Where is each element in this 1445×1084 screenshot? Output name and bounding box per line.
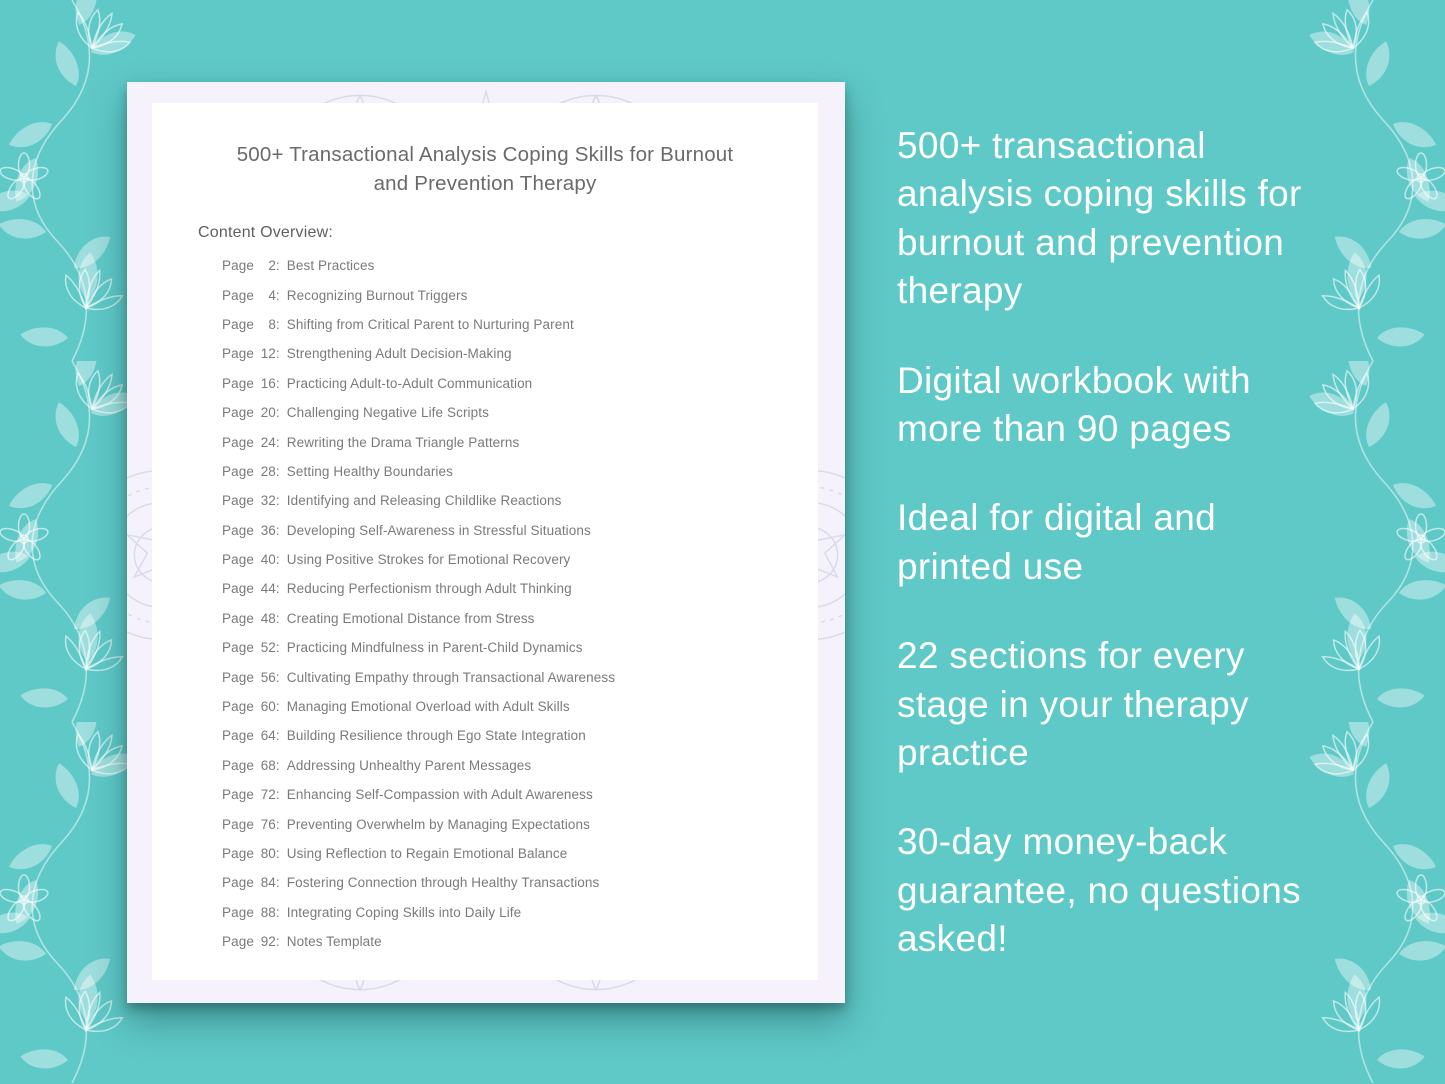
toc-item-title: Building Resilience through Ego State Integration <box>286 728 586 744</box>
toc-item-title: Creating Emotional Distance from Stress <box>286 610 535 626</box>
promo-text-block: Digital workbook with more than 90 pages <box>897 359 1251 450</box>
toc-page-number: 68: <box>260 757 280 773</box>
toc-item <box>222 868 818 897</box>
floral-vine-right-icon <box>1301 0 1445 1084</box>
toc-page-number: 4: <box>268 287 280 303</box>
promo-text-panel <box>897 122 1315 1005</box>
toc-page-label: Page 64: <box>222 728 280 744</box>
toc-item-title: Using Reflection to Regain Emotional Balance <box>286 846 568 861</box>
toc-item-title: Best Practices <box>286 258 375 274</box>
toc-item <box>222 545 818 574</box>
toc-item <box>222 809 818 838</box>
toc-page-number: 8: <box>268 316 280 332</box>
toc-page-label: Page 88: <box>222 904 280 920</box>
toc-item-title: Developing Self-Awareness in Stressful Situations <box>286 522 591 538</box>
toc-page-number: 44: <box>260 581 280 597</box>
toc-page-number: 28: <box>260 463 280 479</box>
toc-item-title: Setting Healthy Boundaries <box>286 463 453 479</box>
toc-item <box>222 574 818 603</box>
toc-page-number: 48: <box>260 610 280 626</box>
toc-page-label: Page 40: <box>222 552 280 568</box>
toc-item <box>222 427 818 456</box>
toc-item-title: Preventing Overwhelm by Managing Expectations <box>286 816 590 832</box>
toc-item <box>222 780 818 809</box>
toc-page-label: Page 60: <box>222 699 280 715</box>
toc-page-label: Page 4: <box>222 287 280 303</box>
toc-item-title: Strengthening Adult Decision-Making <box>286 346 512 362</box>
toc-page-label: Page 56: <box>222 669 280 685</box>
toc-item <box>222 251 818 280</box>
workbook-page-card <box>127 82 845 1003</box>
toc-item-title: Shifting from Critical Parent to Nurturing Parent <box>286 316 574 332</box>
toc-item-title: Practicing Mindfulness in Parent-Child Dynamics <box>286 640 583 656</box>
toc-page-number: 16: <box>260 375 280 391</box>
toc-item-title: Managing Emotional Overload with Adult Skills <box>286 699 570 715</box>
toc-item-title: Enhancing Self-Compassion with Adult Awareness <box>286 787 593 803</box>
toc-page-number: 56: <box>260 669 280 685</box>
document-title: 500+ Transactional Analysis Coping Skills for Burnout and Prevention Therapy <box>236 143 734 195</box>
toc-page-label: Page 48: <box>222 610 280 626</box>
toc-page-label: Page 72: <box>222 787 280 803</box>
toc-page-label: Page 12: <box>222 346 280 362</box>
toc-item <box>222 339 818 368</box>
toc-page-number: 76: <box>260 816 280 832</box>
toc-page-number: 2: <box>268 258 280 274</box>
toc-page-label: Page 2: <box>222 258 280 274</box>
toc-page-label: Page 68: <box>222 757 280 773</box>
toc-page-label: Page 24: <box>222 434 280 450</box>
floral-vine-left-icon <box>0 0 144 1084</box>
toc-item <box>222 662 818 691</box>
toc-item-title: Integrating Coping Skills into Daily Life <box>286 904 522 920</box>
toc-item <box>222 633 818 662</box>
toc-item <box>222 927 818 956</box>
toc-item-title: Notes Template <box>286 934 382 950</box>
toc-item <box>222 369 818 398</box>
toc-item-title: Recognizing Burnout Triggers <box>286 287 468 303</box>
promo-text-block: 22 sections for every stage in your therapy practice <box>897 635 1249 774</box>
toc-page-number: 60: <box>260 699 280 715</box>
toc-page-number: 40: <box>260 552 280 568</box>
toc-item-title: Cultivating Empathy through Transactional Awareness <box>286 669 616 685</box>
toc-item <box>222 721 818 750</box>
toc-item <box>222 839 818 868</box>
toc-item <box>222 604 818 633</box>
toc-page-label: Page 76: <box>222 816 280 832</box>
toc-item <box>222 310 818 339</box>
toc-item <box>222 692 818 721</box>
toc-page-label: Page 20: <box>222 405 280 421</box>
toc-item <box>222 516 818 545</box>
toc-page-label: Page 28: <box>222 463 280 479</box>
toc-page-number: 12: <box>260 346 280 362</box>
toc-item-title: Addressing Unhealthy Parent Messages <box>286 757 532 773</box>
toc-page-label: Page 80: <box>222 846 280 861</box>
toc-page-label: Page 36: <box>222 522 280 538</box>
toc-item <box>222 457 818 486</box>
toc-page-number: 64: <box>260 728 280 744</box>
toc-page-number: 88: <box>260 904 280 920</box>
toc-item <box>222 898 818 927</box>
toc-page-number: 84: <box>260 875 280 891</box>
toc-page-number: 92: <box>260 934 280 950</box>
toc-item-title: Reducing Perfectionism through Adult Thinking <box>286 581 572 597</box>
toc-page-number: 36: <box>260 522 280 538</box>
document-page <box>152 103 818 980</box>
toc-page-label: Page 84: <box>222 875 280 891</box>
promo-text-block: 30-day money-back guarantee, no questions asked! <box>897 821 1301 960</box>
toc-page-label: Page 92: <box>222 934 280 950</box>
toc-item <box>222 751 818 780</box>
toc-page-label: Page 16: <box>222 375 280 391</box>
toc-item-title: Using Positive Strokes for Emotional Recovery <box>286 552 571 568</box>
toc-page-label: Page 8: <box>222 316 280 332</box>
toc-item-title: Identifying and Releasing Childlike Reactions <box>286 493 562 509</box>
table-of-contents <box>222 251 818 956</box>
toc-item-title: Rewriting the Drama Triangle Patterns <box>286 434 520 450</box>
toc-item <box>222 486 818 515</box>
toc-page-number: 72: <box>260 787 280 803</box>
toc-page-label: Page 32: <box>222 493 280 509</box>
toc-page-number: 32: <box>260 493 280 509</box>
toc-item <box>222 398 818 427</box>
promo-text-block: Ideal for digital and printed use <box>897 497 1216 587</box>
toc-page-number: 52: <box>260 640 280 656</box>
toc-item <box>222 280 818 309</box>
toc-page-label: Page 52: <box>222 640 280 656</box>
content-overview-label: Content Overview: <box>198 224 334 241</box>
toc-item-title: Practicing Adult-to-Adult Communication <box>286 375 533 391</box>
toc-page-label: Page 44: <box>222 581 280 597</box>
toc-page-number: 80: <box>260 846 280 861</box>
toc-item-title: Fostering Connection through Healthy Transactions <box>286 875 600 891</box>
toc-item-title: Challenging Negative Life Scripts <box>286 405 489 421</box>
promo-text-block: 500+ transactional analysis coping skills for burnout and prevention therapy <box>897 125 1302 312</box>
toc-page-number: 24: <box>260 434 280 450</box>
toc-page-number: 20: <box>260 405 280 421</box>
